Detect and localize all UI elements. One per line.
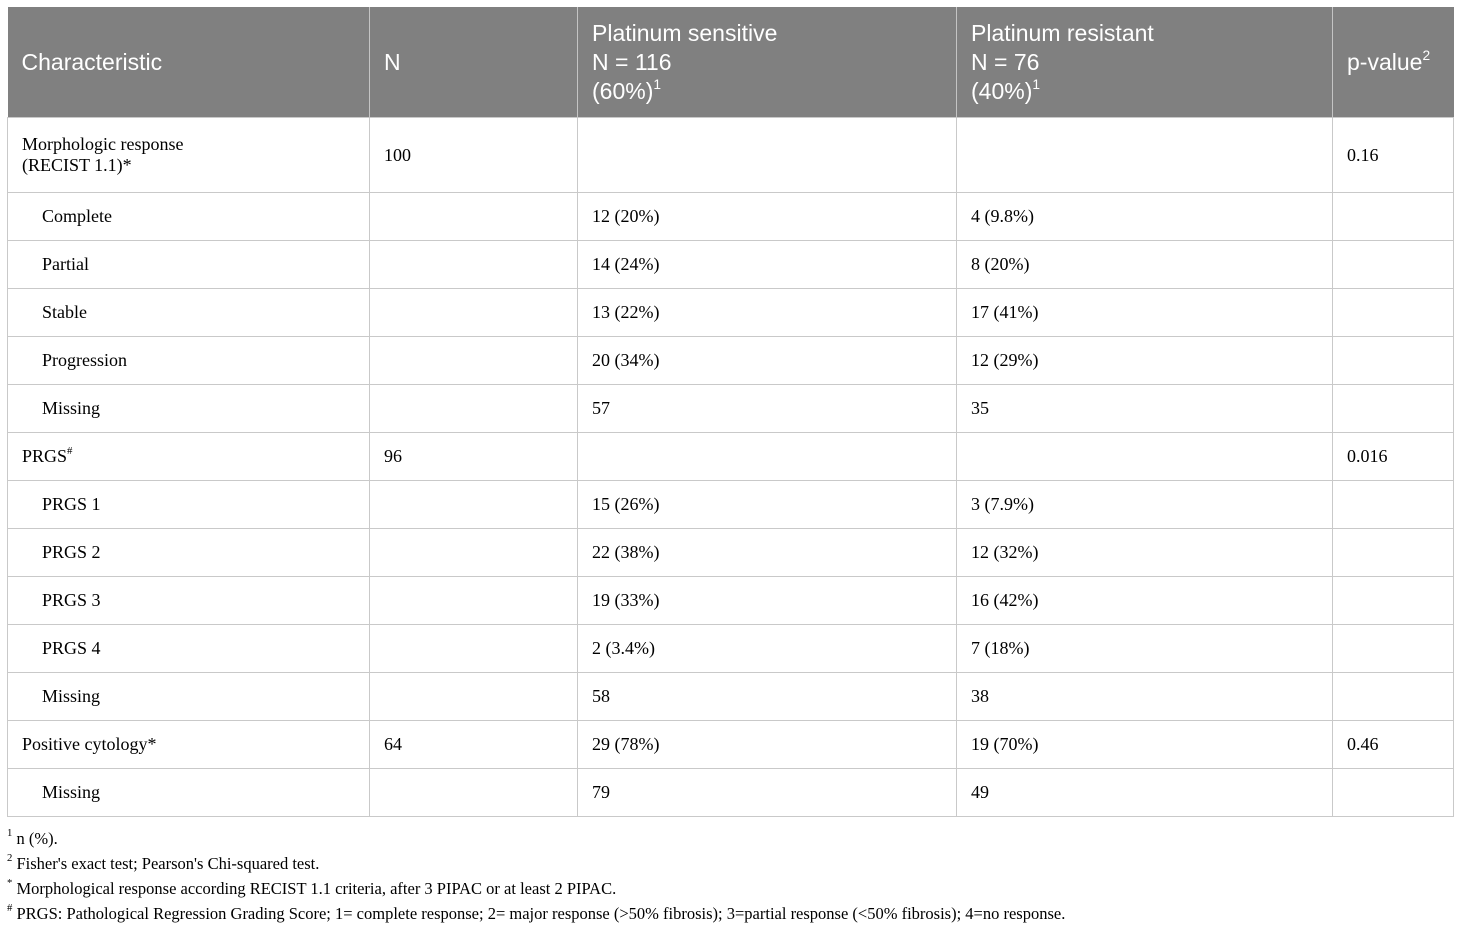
row-label: Morphologic response (22, 134, 184, 154)
row-p-value (1333, 193, 1454, 241)
header-resistant-count: N = 76 (971, 49, 1040, 75)
table-row (8, 769, 1454, 817)
row-resistant: 12 (29%) (957, 337, 1333, 385)
row-sensitive: 20 (34%) (578, 337, 957, 385)
row-n (370, 529, 578, 577)
table-row (8, 241, 1454, 289)
row-p-value (1333, 769, 1454, 817)
footnote-text: Fisher's exact test; Pearson's Chi-squared test. (16, 854, 320, 873)
row-sensitive: 15 (26%) (578, 481, 957, 529)
row-resistant: 19 (70%) (957, 721, 1333, 769)
row-n (370, 193, 578, 241)
row-sensitive (578, 118, 957, 193)
footnote-mark: 2 (7, 852, 13, 865)
footnote-ref: 2 (1422, 47, 1431, 63)
row-resistant: 12 (32%) (957, 529, 1333, 577)
footnote (7, 826, 1065, 851)
row-n: 96 (370, 433, 578, 481)
row-characteristic: Missing (8, 673, 370, 721)
row-label-continued: (RECIST 1.1)* (22, 155, 132, 175)
footnote-text: n (%). (16, 829, 58, 848)
table-row (8, 193, 1454, 241)
footnote (7, 851, 1065, 876)
footnote-text: PRGS: Pathological Regression Grading Score; 1= complete response; 2= major response (>50% fibrosis); 3=partial response (<50% fibrosis); 4=no response. (16, 904, 1066, 923)
row-label: PRGS (22, 446, 68, 466)
header-characteristic: Characteristic (8, 7, 370, 118)
header-row (8, 7, 1454, 118)
row-sensitive: 57 (578, 385, 957, 433)
row-resistant: 7 (18%) (957, 625, 1333, 673)
row-resistant: 35 (957, 385, 1333, 433)
header-sensitive-count: N = 116 (592, 49, 672, 75)
row-p-value (1333, 337, 1454, 385)
row-characteristic: Complete (8, 193, 370, 241)
row-characteristic: Positive cytology* (8, 721, 370, 769)
row-n (370, 625, 578, 673)
row-sensitive: 12 (20%) (578, 193, 957, 241)
row-n: 100 (370, 118, 578, 193)
header-p-value (1333, 7, 1454, 118)
row-p-value: 0.46 (1333, 721, 1454, 769)
row-characteristic: Partial (8, 241, 370, 289)
footnote-ref: # (67, 444, 73, 457)
row-sensitive: 79 (578, 769, 957, 817)
row-n (370, 577, 578, 625)
row-characteristic: PRGS 2 (8, 529, 370, 577)
row-sensitive: 14 (24%) (578, 241, 957, 289)
row-resistant: 16 (42%) (957, 577, 1333, 625)
footnote (7, 901, 1065, 926)
row-characteristic: Missing (8, 769, 370, 817)
table-row (8, 289, 1454, 337)
footnote-mark: # (7, 902, 13, 915)
row-p-value (1333, 577, 1454, 625)
row-n (370, 673, 578, 721)
table-row (8, 721, 1454, 769)
results-table-container (7, 7, 1453, 817)
row-n (370, 385, 578, 433)
header-sensitive-percent-line (592, 77, 942, 106)
footnote-ref: 1 (653, 76, 662, 92)
row-resistant: 3 (7.9%) (957, 481, 1333, 529)
row-characteristic: PRGS 4 (8, 625, 370, 673)
table-row (8, 673, 1454, 721)
table-row (8, 481, 1454, 529)
row-p-value (1333, 673, 1454, 721)
footnote-mark: 1 (7, 827, 13, 840)
results-table (7, 7, 1454, 817)
header-sensitive-title: Platinum sensitive (592, 20, 778, 46)
table-row (8, 625, 1454, 673)
row-n (370, 337, 578, 385)
row-resistant (957, 118, 1333, 193)
row-sensitive: 22 (38%) (578, 529, 957, 577)
table-row (8, 529, 1454, 577)
row-p-value (1333, 241, 1454, 289)
row-n (370, 769, 578, 817)
row-n (370, 241, 578, 289)
table-row (8, 433, 1454, 481)
footnote-mark: * (7, 877, 13, 890)
row-characteristic (8, 433, 370, 481)
row-p-value (1333, 481, 1454, 529)
row-p-value: 0.16 (1333, 118, 1454, 193)
row-n (370, 289, 578, 337)
header-platinum-sensitive (578, 7, 957, 118)
row-characteristic: PRGS 1 (8, 481, 370, 529)
row-sensitive: 29 (78%) (578, 721, 957, 769)
row-resistant (957, 433, 1333, 481)
header-resistant-percent: (40%) (971, 78, 1033, 104)
header-sensitive-percent: (60%) (592, 78, 654, 104)
row-p-value (1333, 385, 1454, 433)
header-p-value-label: p-value (1347, 49, 1423, 75)
table-row (8, 385, 1454, 433)
row-resistant: 17 (41%) (957, 289, 1333, 337)
header-resistant-percent-line (971, 77, 1318, 106)
row-characteristic (8, 118, 370, 193)
row-resistant: 4 (9.8%) (957, 193, 1333, 241)
row-sensitive: 19 (33%) (578, 577, 957, 625)
row-sensitive: 2 (3.4%) (578, 625, 957, 673)
row-p-value (1333, 625, 1454, 673)
row-resistant: 38 (957, 673, 1333, 721)
footnote-text: Morphological response according RECIST 1.1 criteria, after 3 PIPAC or at least 2 PIPAC. (16, 879, 617, 898)
table-row (8, 337, 1454, 385)
table-body (8, 118, 1454, 817)
footnote-ref: 1 (1032, 76, 1041, 92)
row-p-value (1333, 289, 1454, 337)
row-sensitive: 58 (578, 673, 957, 721)
row-characteristic: Stable (8, 289, 370, 337)
table-row (8, 577, 1454, 625)
table-row (8, 118, 1454, 193)
table-footnotes (7, 826, 1065, 926)
row-p-value: 0.016 (1333, 433, 1454, 481)
row-sensitive (578, 433, 957, 481)
header-n: N (370, 7, 578, 118)
table-header (8, 7, 1454, 118)
row-characteristic: Missing (8, 385, 370, 433)
row-n: 64 (370, 721, 578, 769)
row-characteristic: Progression (8, 337, 370, 385)
row-resistant: 8 (20%) (957, 241, 1333, 289)
header-platinum-resistant (957, 7, 1333, 118)
row-characteristic: PRGS 3 (8, 577, 370, 625)
header-resistant-title: Platinum resistant (971, 20, 1154, 46)
footnote (7, 876, 1065, 901)
row-sensitive: 13 (22%) (578, 289, 957, 337)
row-n (370, 481, 578, 529)
row-p-value (1333, 529, 1454, 577)
row-resistant: 49 (957, 769, 1333, 817)
